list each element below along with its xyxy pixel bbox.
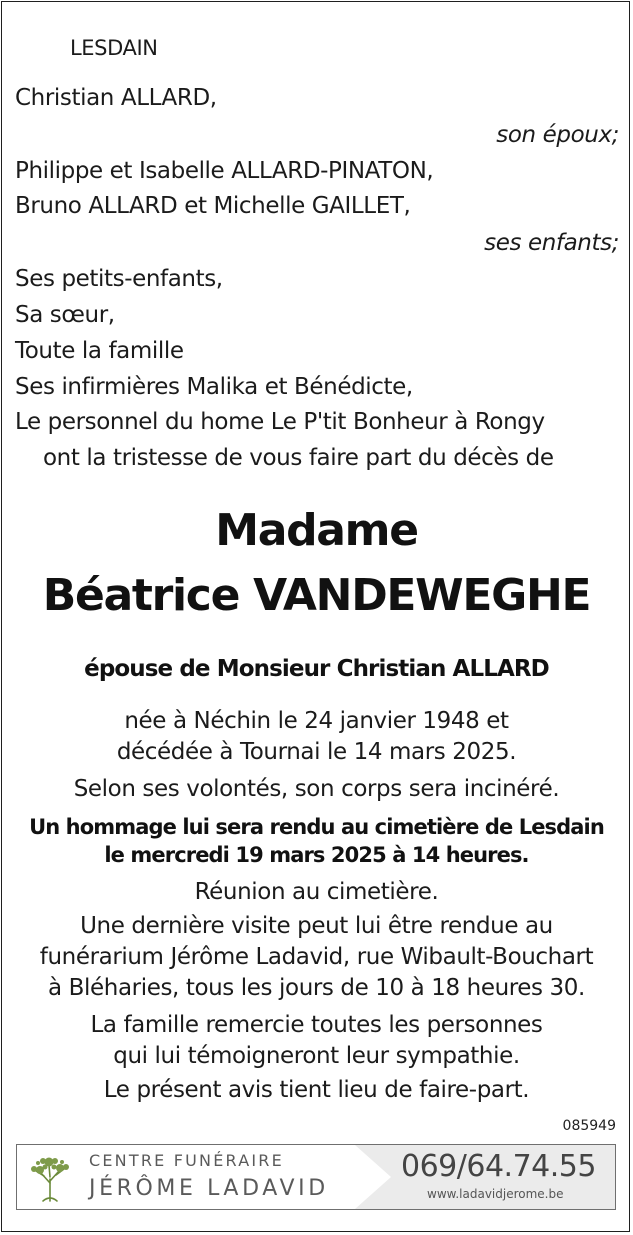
- visit-line-1: Une dernière visite peut lui être rendue au: [80, 913, 553, 939]
- tribute-line-1: Un hommage lui sera rendu au cimetière de Lesdain: [29, 815, 604, 839]
- spouse-line: épouse de Monsieur Christian ALLARD: [84, 656, 549, 682]
- banner-phone: 069/64.74.55: [401, 1149, 596, 1184]
- birth-line: née à Néchin le 24 janvier 1948 et: [124, 708, 509, 734]
- family-line-3: Bruno ALLARD et Michelle GAILLET,: [15, 193, 411, 219]
- tribute-line-2: le mercredi 19 mars 2025 à 14 heures.: [104, 843, 529, 867]
- notice-line: Le présent avis tient lieu de faire-part.: [103, 1077, 530, 1103]
- family-line-2: Philippe et Isabelle ALLARD-PINATON,: [15, 158, 434, 184]
- deceased-name: Béatrice VANDEWEGHE: [42, 570, 591, 621]
- thanks-line-1: La famille remercie toutes les personnes: [90, 1012, 543, 1038]
- deceased-title: Madame: [215, 505, 418, 556]
- visit-line-2: funérarium Jérôme Ladavid, rue Wibault-Bouchart: [39, 944, 594, 970]
- family-line-6: Toute la famille: [15, 338, 184, 364]
- intro-text: ont la tristesse de vous faire part du décès de: [43, 445, 554, 471]
- family-line-5: Sa sœur,: [15, 302, 115, 328]
- family-line-1: Christian ALLARD,: [15, 85, 217, 111]
- tree-icon: [23, 1149, 77, 1209]
- banner-line-1: CENTRE FUNÉRAIRE: [89, 1151, 284, 1170]
- family-role-children: ses enfants;: [484, 230, 619, 256]
- banner-arrow-shape: [355, 1145, 391, 1209]
- death-line: décédée à Tournai le 14 mars 2025.: [116, 739, 517, 765]
- family-line-4: Ses petits-enfants,: [15, 266, 223, 292]
- meeting-line: Réunion au cimetière.: [194, 879, 439, 905]
- family-role-spouse: son époux;: [496, 122, 619, 148]
- banner-line-2: JÉRÔME LADAVID: [89, 1176, 329, 1201]
- reference-number: 085949: [562, 1118, 616, 1134]
- visit-line-3: à Bléharies, tous les jours de 10 à 18 heures 30.: [48, 975, 585, 1001]
- wishes-line: Selon ses volontés, son corps sera incinéré.: [73, 776, 560, 802]
- thanks-line-2: qui lui témoigneront leur sympathie.: [113, 1043, 520, 1069]
- family-line-7: Ses infirmières Malika et Bénédicte,: [15, 374, 413, 400]
- family-line-8: Le personnel du home Le P'tit Bonheur à Rongy: [15, 409, 545, 435]
- funeral-home-banner: [16, 1144, 616, 1210]
- location-heading: LESDAIN: [70, 36, 158, 60]
- banner-website: www.ladavidjerome.be: [427, 1187, 564, 1201]
